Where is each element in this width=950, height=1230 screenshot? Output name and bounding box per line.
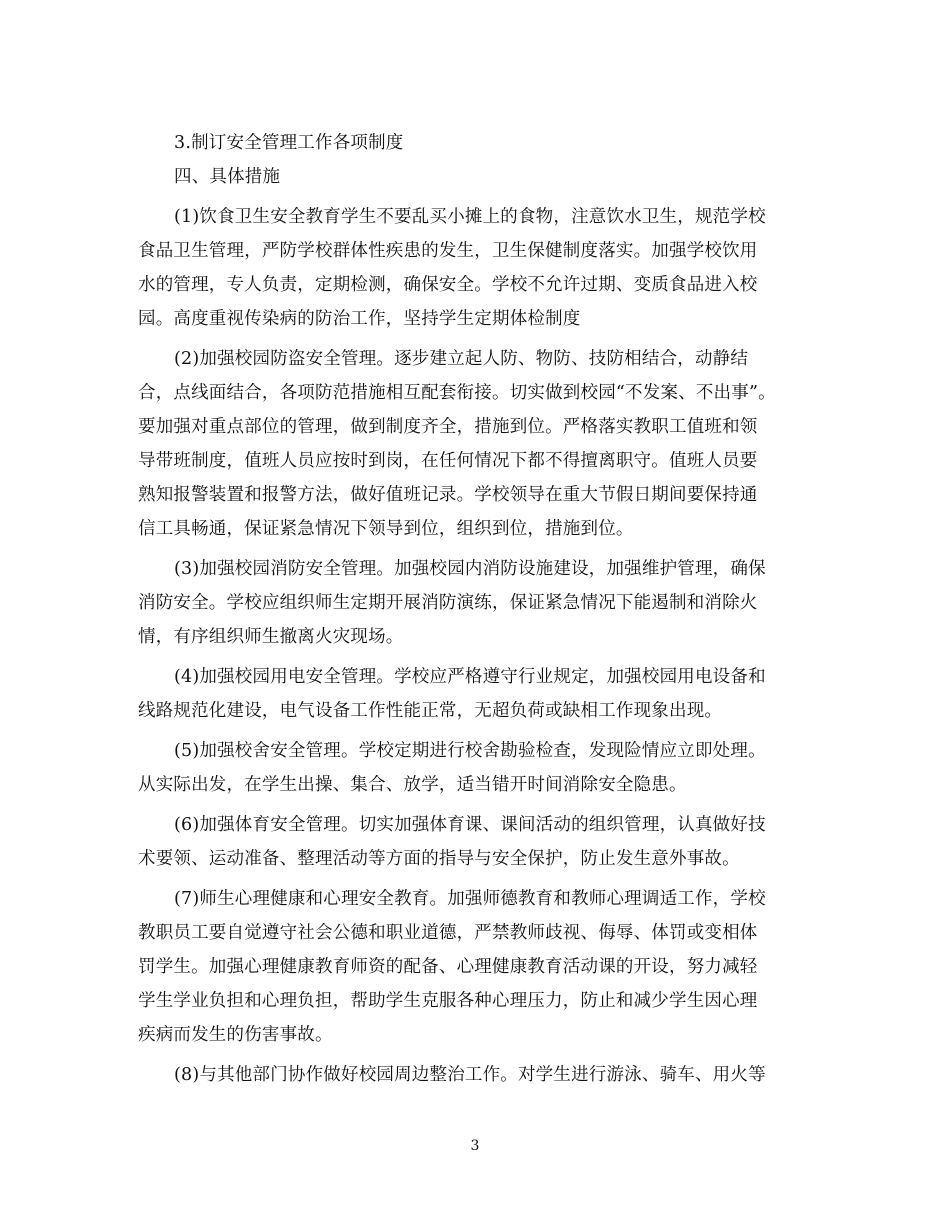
paragraph-line: 四、具体措施: [174, 167, 281, 187]
paragraph-line: (5)加强校舍安全管理。学校定期进行校舍勘验检查，发现险情应立即处理。: [174, 741, 766, 761]
paragraph-line: (4)加强校园用电安全管理。学校应严格遵守行业规定，加强校园用电设备和: [174, 667, 766, 687]
paragraph: [138, 160, 818, 194]
paragraph-line: 疾病而发生的伤害事故。: [138, 1025, 333, 1045]
paragraph-line: 学生学业负担和心理负担，帮助学生克服各种心理压力，防止和减少学生因心理: [138, 991, 758, 1011]
paragraph: [138, 552, 818, 654]
paragraph-line: 水的管理，专人负责，定期检测，确保安全。学校不允许过期、变质食品进入校: [138, 275, 758, 295]
paragraph-line: 3.制订安全管理工作各项制度: [174, 133, 404, 153]
paragraph-line: (6)加强体育安全管理。切实加强体育课、课间活动的组织管理，认真做好技: [174, 815, 766, 835]
paragraph: [138, 734, 818, 802]
paragraph-line: 消防安全。学校应组织师生定期开展消防演练，保证紧急情况下能遏制和消除火: [138, 593, 758, 613]
paragraph: [138, 660, 818, 728]
page-number: 3: [470, 1138, 480, 1154]
paragraph: [138, 200, 818, 336]
paragraph-line: 要加强对重点部位的管理，做到制度齐全，措施到位。严格落实教职工值班和领: [138, 417, 758, 437]
paragraph-line: 罚学生。加强心理健康教育师资的配备、心理健康教育活动课的开设，努力减轻: [138, 957, 758, 977]
paragraph: [138, 808, 818, 876]
paragraph-line: 合，点线面结合，各项防范措施相互配套衔接。切实做到校园“不发案、不出事”。: [138, 383, 776, 403]
paragraph-line: (2)加强校园防盗安全管理。逐步建立起人防、物防、技防相结合，动静结: [174, 349, 749, 369]
paragraph-line: 从实际出发，在学生出操、集合、放学，适当错开时间消除安全隐患。: [138, 775, 687, 795]
document-body: [138, 126, 818, 1092]
paragraph-line: 信工具畅通，保证紧急情况下领导到位，组织到位，措施到位。: [138, 519, 634, 539]
paragraph-line: (1)饮食卫生安全教育学生不要乱买小摊上的食物，注意饮水卫生，规范学校: [174, 207, 766, 227]
paragraph-line: (8)与其他部门协作做好校园周边整治工作。对学生进行游泳、骑车、用火等: [174, 1065, 766, 1085]
paragraph-line: (3)加强校园消防安全管理。加强校园内消防设施建设，加强维护管理，确保: [174, 559, 766, 579]
paragraph-line: 术要领、运动准备、整理活动等方面的指导与安全保护，防止发生意外事故。: [138, 849, 740, 869]
paragraph: [138, 882, 818, 1052]
paragraph-line: 熟知报警装置和报警方法，做好值班记录。学校领导在重大节假日期间要保持通: [138, 485, 758, 505]
paragraph: [138, 342, 818, 546]
paragraph: [138, 1058, 818, 1092]
paragraph-line: 教职员工要自觉遵守社会公德和职业道德，严禁教师歧视、侮辱、体罚或变相体: [138, 923, 758, 943]
paragraph-line: 食品卫生管理，严防学校群体性疾患的发生，卫生保健制度落实。加强学校饮用: [138, 241, 758, 261]
paragraph-line: 导带班制度，值班人员应按时到岗，在任何情况下都不得擅离职守。值班人员要: [138, 451, 758, 471]
paragraph-line: 园。高度重视传染病的防治工作，坚持学生定期体检制度: [138, 309, 581, 329]
paragraph: [138, 126, 818, 160]
paragraph-line: 线路规范化建设，电气设备工作性能正常，无超负荷或缺相工作现象出现。: [138, 701, 723, 721]
paragraph-line: (7)师生心理健康和心理安全教育。加强师德教育和教师心理调适工作，学校: [174, 889, 766, 909]
paragraph-line: 情，有序组织师生撤离火灾现场。: [138, 627, 404, 647]
